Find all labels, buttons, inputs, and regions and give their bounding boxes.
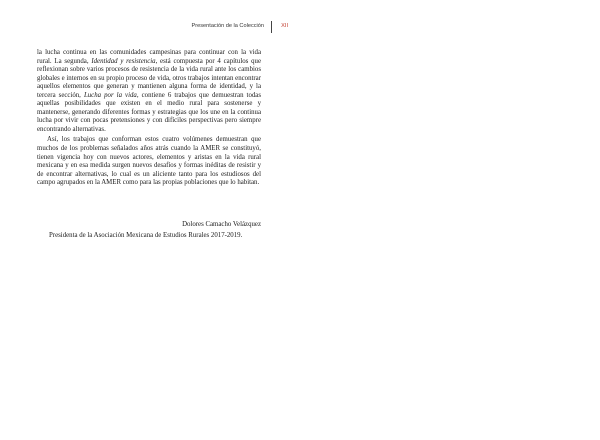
paragraph-2: Así, los trabajos que conforman estos cuatro volúmenes demuestran que muchos de los problemas señalados años atrás cuando la AMER se constituyó, tienen vigencia hoy con nuevos actores, elementos y aristas en la vida rural mexicana y en esa medida surgen nuevos desafíos y formas inéditas de resistir y de encontrar alternativas, lo cual es un aliciente tanto para los estudiosos del campo agrupados en la AMER como para las propias poblaciones que lo habitan. bbox=[37, 136, 261, 187]
section-title-identidad: Identidad y resistencia bbox=[91, 57, 156, 65]
paragraph-1-text-a: la lucha continua en las comunidades campesinas para continuar con la vida rural. La segunda, bbox=[37, 49, 261, 65]
paragraph-1-text-b: , está compuesta por 4 capítulos que reflexionan sobre varios procesos de resistencia de la vida rural ante los cambios globales e internos en su propio proceso de vida, otros trabajos intentan encontrar aquellos elementos que generan y mantienen alguna forma de identidad, y la tercera sección, bbox=[37, 57, 261, 99]
page-number: XII bbox=[281, 23, 288, 29]
running-header-title: Presentación de la Colección bbox=[191, 23, 264, 29]
header-divider bbox=[271, 21, 272, 33]
signature-name: Dolores Camacho Velázquez bbox=[182, 221, 261, 228]
body-text bbox=[37, 49, 261, 188]
signature-block bbox=[37, 220, 261, 241]
running-header bbox=[100, 22, 288, 36]
section-title-lucha: Lucha por la vida bbox=[83, 91, 137, 99]
paragraph-1-text-c: , contiene 6 trabajos que demuestran todas aquellas posibilidades que existen en el medio rural para sostenerse y mantenerse, generando diferentes formas y estrategias que los une en la continua lucha por vivir con pocas pretensiones y con difíciles perspectivas pero siempre encontrando alternativas. bbox=[37, 91, 262, 133]
paragraph-1 bbox=[37, 49, 261, 134]
signature-role: Presidenta de la Asociación Mexicana de Estudios Rurales 2017-2019. bbox=[49, 231, 243, 239]
